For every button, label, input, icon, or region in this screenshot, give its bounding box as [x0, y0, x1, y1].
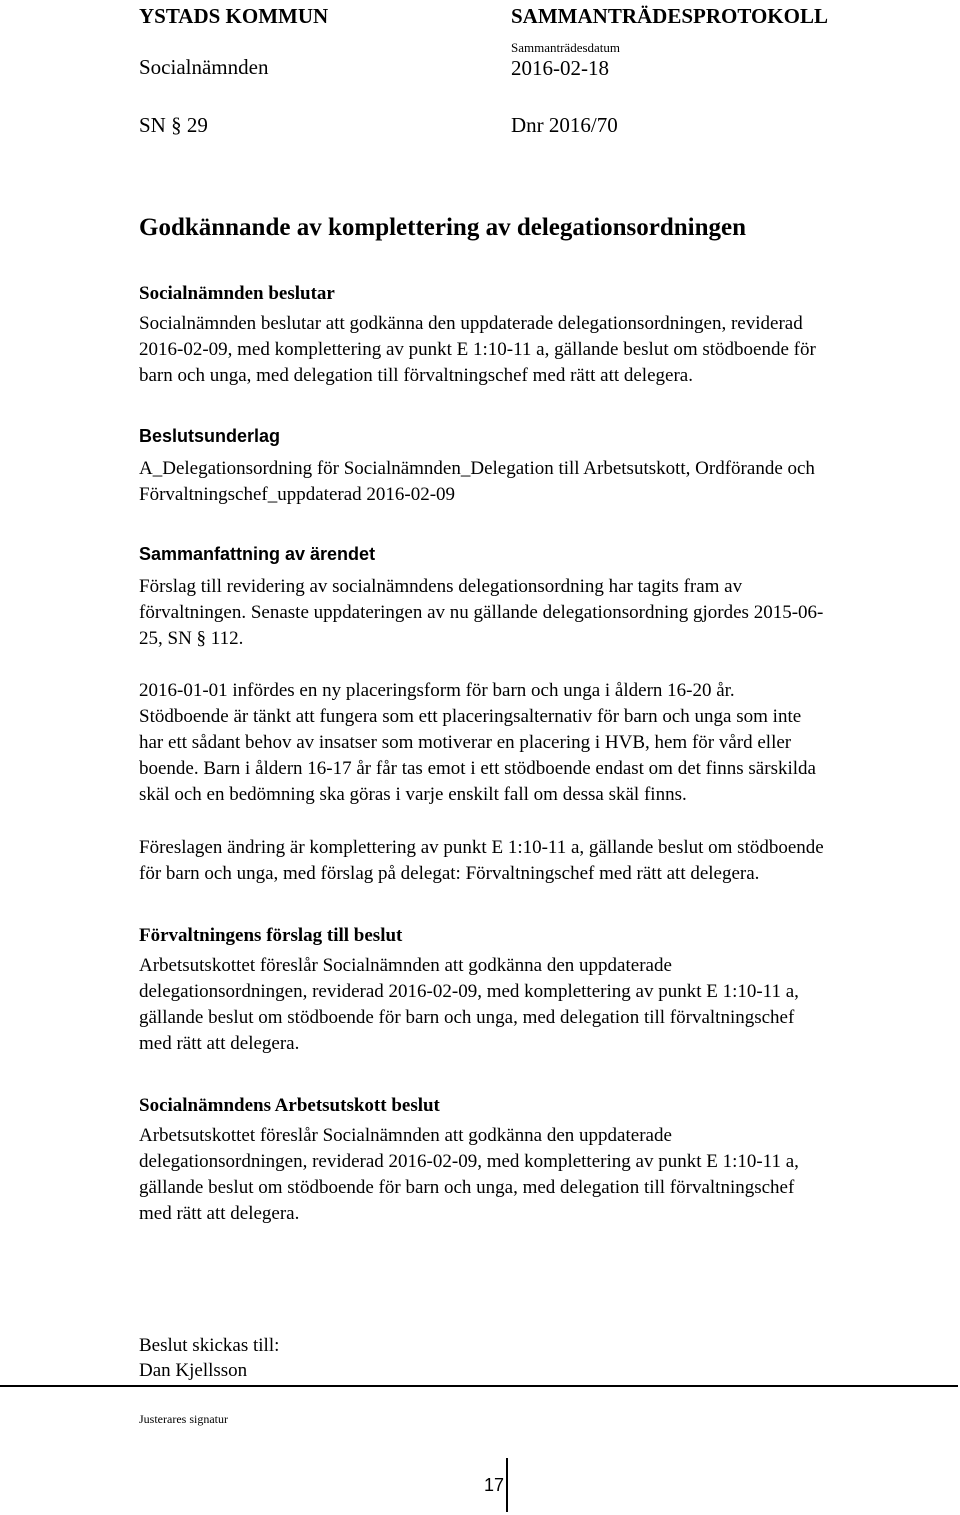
- text-line: Förslag till revidering av socialnämndens delegationsordning har tagits fram av: [139, 576, 743, 597]
- summary-paragraph-3: [139, 835, 824, 887]
- basis-heading: Beslutsunderlag: [139, 426, 281, 446]
- signature-label: Justerares signatur: [139, 1412, 228, 1426]
- text-line: 2016-02-09, med komplettering av punkt E 1:10-11 a, gällande beslut om stödboende för: [139, 339, 816, 360]
- admin-proposal-text: [139, 953, 799, 1057]
- decision-heading: Socialnämnden beslutar: [139, 283, 335, 304]
- basis-text: [139, 456, 815, 508]
- text-line: delegationsordningen, reviderad 2016-02-09, med komplettering av punkt E 1:10-11 a,: [139, 981, 799, 1002]
- text-line: för barn och unga, med förslag på delegat: Förvaltningschef med rätt att delegera.: [139, 863, 760, 884]
- text-line: delegationsordningen, reviderad 2016-02-09, med komplettering av punkt E 1:10-11 a,: [139, 1151, 799, 1172]
- text-line: skäl och en bedömning ska göras i varje enskilt fall om dessa skäl finns.: [139, 784, 687, 805]
- document-type: SAMMANTRÄDESPROTOKOLL: [511, 4, 828, 28]
- text-line: med rätt att delegera.: [139, 1203, 300, 1224]
- decision-text: [139, 311, 816, 389]
- text-line: Föreslagen ändring är komplettering av punkt E 1:10-11 a, gällande beslut om stödboende: [139, 837, 824, 858]
- admin-proposal-heading: Förvaltningens förslag till beslut: [139, 925, 403, 946]
- text-line: Förvaltningschef_uppdaterad 2016-02-09: [139, 484, 456, 505]
- text-line: barn och unga, med delegation till förvaltningschef med rätt att delegera.: [139, 365, 693, 386]
- text-line: har ett sådant behov av insatser som motiverar en placering i HVB, hem för vård eller: [139, 732, 792, 753]
- paragraph-number: SN § 29: [139, 113, 208, 137]
- text-line: Arbetsutskottet föreslår Socialnämnden att godkänna den uppdaterade: [139, 955, 672, 976]
- distribution-recipient: Dan Kjellsson: [139, 1360, 248, 1381]
- committee-name: Socialnämnden: [139, 55, 269, 79]
- summary-paragraph-1: [139, 574, 823, 652]
- working-committee-heading: Socialnämndens Arbetsutskott beslut: [139, 1095, 440, 1116]
- summary-paragraph-2: [139, 678, 816, 808]
- page-title: Godkännande av komplettering av delegationsordningen: [139, 214, 747, 241]
- text-line: Arbetsutskottet föreslår Socialnämnden att godkänna den uppdaterade: [139, 1125, 672, 1146]
- footer-divider: [0, 1385, 958, 1387]
- text-line: boende. Barn i åldern 16-17 år får tas emot i ett stödboende endast om det finns särskilda: [139, 758, 816, 779]
- summary-heading: Sammanfattning av ärendet: [139, 544, 376, 564]
- text-line: 2016-01-01 infördes en ny placeringsform för barn och unga i åldern 16-20 år.: [139, 680, 735, 701]
- meeting-date: 2016-02-18: [511, 56, 609, 80]
- text-line: gällande beslut om stödboende för barn och unga, med delegation till förvaltningschef: [139, 1177, 795, 1198]
- working-committee-text: [139, 1123, 799, 1227]
- text-line: förvaltningen. Senaste uppdateringen av nu gällande delegationsordning gjordes 2015-06-: [139, 602, 824, 623]
- case-number: Dnr 2016/70: [511, 113, 618, 137]
- text-line: A_Delegationsordning för Socialnämnden_Delegation till Arbetsutskott, Ordförande och: [139, 458, 815, 479]
- text-line: 25, SN § 112.: [139, 628, 244, 649]
- municipality-name: YSTADS KOMMUN: [139, 4, 329, 28]
- text-line: med rätt att delegera.: [139, 1033, 300, 1054]
- text-line: Stödboende är tänkt att fungera som ett placeringsalternativ för barn och unga som inte: [139, 706, 802, 727]
- distribution-label: Beslut skickas till:: [139, 1335, 280, 1356]
- text-line: gällande beslut om stödboende för barn och unga, med delegation till förvaltningschef: [139, 1007, 795, 1028]
- page-number: 17: [483, 1475, 504, 1495]
- meeting-date-label: Sammanträdesdatum: [511, 40, 621, 55]
- text-line: Socialnämnden beslutar att godkänna den uppdaterade delegationsordningen, reviderad: [139, 313, 803, 334]
